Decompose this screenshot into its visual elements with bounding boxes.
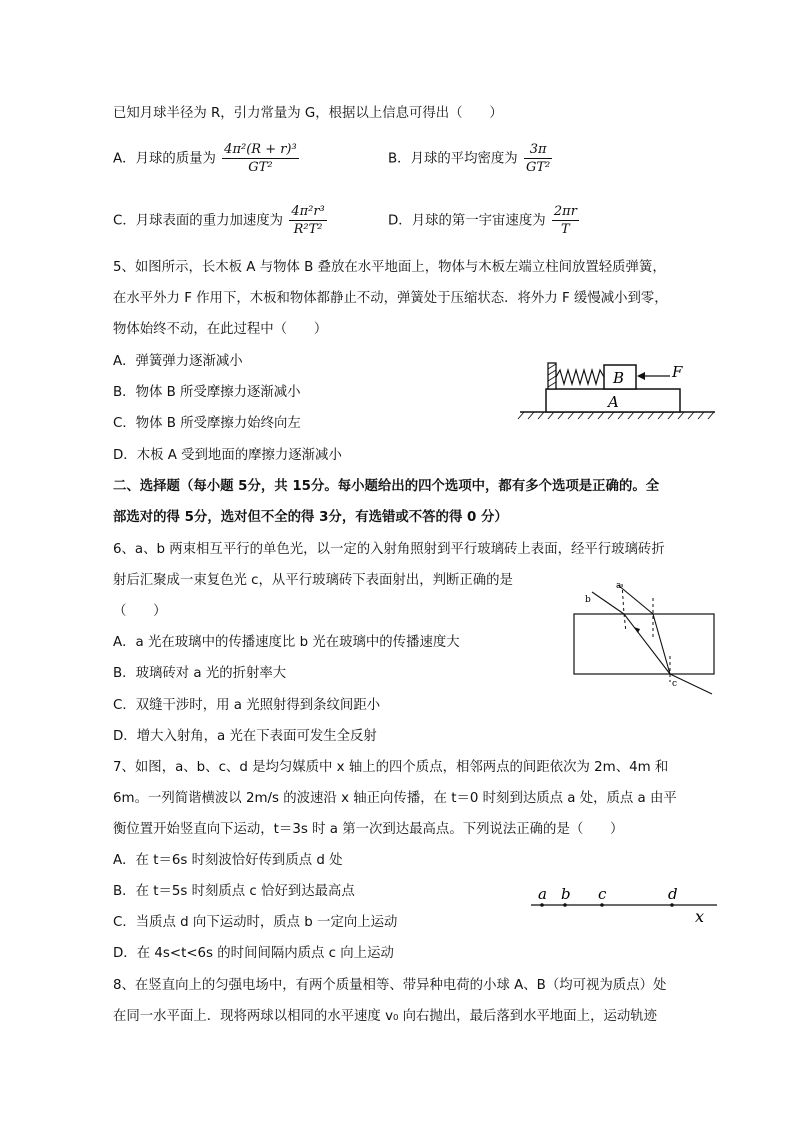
q7-option-d[interactable]: D．在 4s<t<6s 的时间间隔内质点 c 向上运动 [113, 946, 394, 961]
point-b [563, 903, 567, 907]
q4-option-a-label: A．月球的质量为 [113, 151, 216, 167]
x-axis-label: x [695, 907, 705, 926]
point-c [600, 903, 604, 907]
q4-option-c-formula [289, 204, 326, 237]
section-2-heading-line-1: 二、选择题（每小题 5分，共 15分。每小题给出的四个选项中，都有多个选项是正确的。全 [113, 479, 660, 494]
spring [556, 370, 604, 384]
q4-option-d-denominator: T [561, 222, 570, 237]
ray-a-label: a [616, 581, 622, 591]
q6-option-b[interactable]: B．玻璃砖对 a 光的折射率大 [113, 666, 287, 681]
q4-option-d-numerator: 2πr [553, 204, 577, 219]
q4-option-c-label: C．月球表面的重力加速度为 [113, 213, 284, 229]
q5-option-d[interactable]: D．木板 A 受到地面的摩擦力逐渐减小 [113, 448, 342, 463]
q5-line-2: 在水平外力 F 作用下，木板和物体都静止不动，弹簧处于压缩状态．将外力 F 缓慢减小到零， [113, 291, 668, 306]
q6-line-2: 射后汇聚成一束复色光 c，从平行玻璃砖下表面射出，判断正确的是 [113, 573, 513, 588]
q7-option-a[interactable]: A．在 t＝6s 时刻波恰好传到质点 d 处 [113, 853, 343, 868]
force-arrowhead [637, 372, 645, 380]
q6-option-d[interactable]: D．增大入射角，a 光在下表面可发生全反射 [113, 729, 377, 744]
q4-option-c-denominator: R²T² [293, 222, 323, 237]
q5-spring-block-figure [510, 355, 730, 430]
q6-line-3: （ ） [113, 604, 167, 619]
point-d-label: d [668, 885, 678, 903]
q7-line-2: 6m。一列简谐横波以 2m/s 的波速沿 x 轴正向传播，在 t＝0 时刻到达质点 a 处，质点 a 由平 [113, 791, 677, 806]
q6-glass-refraction-figure [570, 576, 720, 698]
glass-slab [574, 614, 714, 674]
q7-line-3: 衡位置开始竖直向下运动，t＝3s 时 a 第一次到达最高点。下列说法正确的是（ ） [113, 822, 624, 837]
q6-option-c[interactable]: C．双缝干涉时，用 a 光照射得到条纹间距小 [113, 698, 381, 713]
q4-option-b-denominator: GT² [525, 160, 551, 175]
q4-option-d-formula [552, 204, 579, 237]
section-2-heading-line-2: 部选对的得 5分，选对但不全的得 3分，有选错或不答的得 0 分） [113, 510, 508, 525]
q7-axis-figure [525, 883, 725, 928]
point-a [540, 903, 544, 907]
q4-option-a[interactable] [113, 142, 299, 175]
q5-option-a[interactable]: A．弹簧弹力逐渐减小 [113, 354, 243, 369]
ray-b-incident [592, 592, 624, 614]
point-d [670, 903, 674, 907]
q8-line-1: 8、在竖直向上的匀强电场中，有两个质量相等、带异种电荷的小球 A、B（均可视为质点）处 [113, 978, 667, 993]
ray-b-label: b [585, 595, 591, 605]
board-a-label: A [608, 393, 619, 411]
ground-hatching [518, 412, 714, 419]
q4-option-b-label: B．月球的平均密度为 [388, 151, 518, 167]
point-a-label: a [538, 885, 547, 903]
point-c-label: c [598, 885, 607, 903]
q6-line-1: 6、a、b 两束相互平行的单色光，以一定的入射角照射到平行玻璃砖上表面，经平行玻璃砖折 [113, 542, 665, 557]
q7-option-b[interactable]: B．在 t＝5s 时刻质点 c 恰好到达最高点 [113, 884, 355, 899]
q4-option-a-denominator: GT² [248, 160, 273, 175]
q5-line-3: 物体始终不动，在此过程中（ ） [113, 322, 328, 337]
point-b-label: b [561, 885, 571, 903]
q4-option-a-formula [222, 142, 299, 175]
q4-option-c[interactable] [113, 204, 327, 237]
q4-option-b-numerator: 3π [524, 142, 552, 159]
q7-line-1: 7、如图，a、b、c、d 是均匀媒质中 x 轴上的四个质点，相邻两点的间距依次为 2m、4m 和 [113, 760, 669, 775]
q4-option-b[interactable] [388, 142, 552, 175]
q4-option-c-numerator: 4π²r³ [291, 204, 325, 219]
q5-line-1: 5、如图所示，长木板 A 与物体 B 叠放在水平地面上，物体与木板左端立柱间放置轻质弹簧， [113, 260, 666, 275]
q6-option-a[interactable]: A．a 光在玻璃中的传播速度比 b 光在玻璃中的传播速度大 [113, 635, 460, 650]
q7-option-c[interactable]: C．当质点 d 向下运动时，质点 b 一定向上运动 [113, 915, 398, 930]
q8-line-2: 在同一水平面上．现将两球以相同的水平速度 v₀ 向右抛出，最后落到水平地面上，运动轨迹 [113, 1009, 658, 1024]
force-label: F [672, 363, 683, 381]
q4-option-a-numerator: 4π²(R + r)³ [224, 142, 297, 157]
block-b-label: B [613, 369, 625, 387]
q4-intro: 已知月球半径为 R，引力常量为 G，根据以上信息可得出（ ） [113, 106, 503, 121]
q5-option-c[interactable]: C．物体 B 所受摩擦力始终向左 [113, 416, 301, 431]
q4-option-d[interactable] [388, 204, 579, 237]
q5-option-b[interactable]: B．物体 B 所受摩擦力逐渐减小 [113, 385, 301, 400]
ray-c-label: c [672, 679, 678, 689]
q4-option-d-label: D．月球的第一宇宙速度为 [388, 213, 546, 229]
q4-option-b-formula [524, 142, 552, 175]
